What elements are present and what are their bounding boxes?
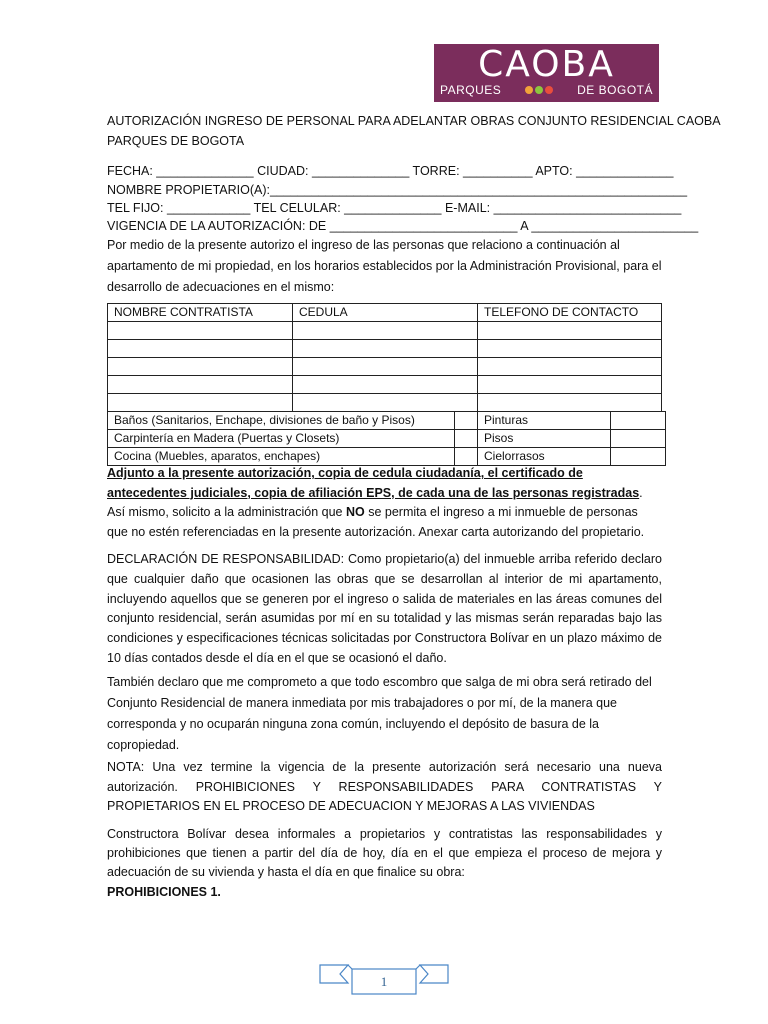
responsibility-declaration: DECLARACIÓN DE RESPONSABILIDAD: Como propietario(a) del inmueble arriba referido declaro que cualquier daño que ocasionen las obras que se desarrollan al interior de mi apartamento, incluyendo aquellos que se generen por el ingreso o salida de materiales en las áreas comunes del conjunto residencial, serán asumidas por mí en su totalidad y las mismas serán reparadas bajo las condiciones y especificaciones técnicas solicitadas por Constructora Bolívar en un plazo máximo de 10 días contados desde el día en el que se ocasionó el daño. xyxy=(107,552,662,665)
header-telefono: TELEFONO DE CONTACTO xyxy=(478,304,662,322)
prohibitions-heading: PROHIBICIONES 1. xyxy=(107,885,221,899)
work-label: Pinturas xyxy=(478,412,611,430)
header-cedula: CEDULA xyxy=(293,304,478,322)
work-checkbox[interactable] xyxy=(611,448,666,466)
header-nombre: NOMBRE CONTRATISTA xyxy=(108,304,293,322)
note-paragraph: NOTA: Una vez termine la vigencia de la presente autorización será necesario una nueva autorización. PROHIBICIONES Y RESPONSABILIDADES PARA CONTRATISTAS Y PROPIETARIOS EN EL PROCESO DE ADECUACION Y MEJORAS A LAS VIVIENDAS xyxy=(107,760,662,813)
table-cell[interactable] xyxy=(108,358,293,376)
table-row xyxy=(108,430,666,448)
work-label: Cielorrasos xyxy=(478,448,611,466)
work-checkbox[interactable] xyxy=(611,430,666,448)
form-line-fecha: FECHA: ______________ CIUDAD: ______________ TORRE: __________ APTO: ______________ xyxy=(107,164,674,178)
table-row xyxy=(108,412,666,430)
page-number: 1 xyxy=(380,974,388,989)
work-label: Carpintería en Madera (Puertas y Closets) xyxy=(108,430,455,448)
table-row xyxy=(108,358,662,376)
attachment-requirements: Adjunto a la presente autorización, copia de cedula ciudadanía, el certificado de antecedentes judiciales, copia de afiliación EPS, de cada una de las personas registradas xyxy=(107,466,640,500)
debris-paragraph: También declaro que me comprometo a que todo escombro que salga de mi obra será retirado del Conjunto Residencial de manera inmediata por mis trabajadores o por mí, de la manera que corresponda y no ocuparán ninguna zona común, incluyendo el depósito de basura de la copropiedad. xyxy=(107,675,652,752)
works-table xyxy=(107,411,666,466)
table-row xyxy=(108,340,662,358)
logo-right-text: DE BOGOTÁ xyxy=(577,83,653,97)
attachment-paragraph xyxy=(107,464,662,542)
form-line-vigencia: VIGENCIA DE LA AUTORIZACIÓN: DE ___________________________ A ________________________ xyxy=(107,219,699,233)
logo-subtitle xyxy=(440,82,653,98)
work-label: Pisos xyxy=(478,430,611,448)
tree-icon xyxy=(535,86,543,94)
table-cell[interactable] xyxy=(478,376,662,394)
table-cell[interactable] xyxy=(478,322,662,340)
intro-paragraph: Por medio de la presente autorizo el ingreso de las personas que relaciono a continuación al apartamento de mi propiedad, en los horarios establecidos por la Administración Provisional, para el desarrollo de adecuaciones en el mismo: xyxy=(107,238,662,294)
logo-main-text: CAOBA xyxy=(478,44,615,85)
table-cell[interactable] xyxy=(478,394,662,412)
attachment-text-1: . Así mismo, solicito a la administración que xyxy=(107,485,643,519)
table-cell[interactable] xyxy=(293,358,478,376)
table-row xyxy=(108,322,662,340)
table-cell[interactable] xyxy=(108,394,293,412)
table-cell[interactable] xyxy=(108,340,293,358)
table-row xyxy=(108,376,662,394)
logo-left-text: PARQUES xyxy=(440,83,502,97)
document-title-line1: AUTORIZACIÓN INGRESO DE PERSONAL PARA ADELANTAR OBRAS CONJUNTO RESIDENCIAL CAOBA xyxy=(107,114,721,128)
table-row xyxy=(108,394,662,412)
table-header-row xyxy=(108,304,662,322)
tree-icon xyxy=(545,86,553,94)
table-cell[interactable] xyxy=(478,340,662,358)
attachment-no: NO xyxy=(345,505,365,519)
work-checkbox[interactable] xyxy=(455,430,478,448)
table-cell[interactable] xyxy=(293,394,478,412)
work-checkbox[interactable] xyxy=(611,412,666,430)
document-title-line2: PARQUES DE BOGOTA xyxy=(107,134,245,148)
table-cell[interactable] xyxy=(108,322,293,340)
caoba-logo xyxy=(434,44,659,102)
table-cell[interactable] xyxy=(293,340,478,358)
attachment-text-2: se permita el ingreso a mi inmueble de personas que no estén referenciadas en la presente autorización. Anexar carta autorizando del propietario. xyxy=(107,505,645,539)
constructora-paragraph: Constructora Bolívar desea informales a propietarios y contratistas las responsabilidades y prohibiciones que tienen a partir del día de hoy, día en el que empieza el proceso de mejora y adecuación de su vivienda y hasta el día en que finalice su obra: xyxy=(107,827,662,879)
work-checkbox[interactable] xyxy=(455,448,478,466)
table-cell[interactable] xyxy=(293,322,478,340)
tree-icon xyxy=(525,86,533,94)
form-line-propietario: NOMBRE PROPIETARIO(A):____________________________________________________________ xyxy=(107,183,688,197)
form-line-telefonos: TEL FIJO: ____________ TEL CELULAR: ______________ E-MAIL: ___________________________ xyxy=(107,201,682,215)
table-cell[interactable] xyxy=(478,358,662,376)
contractors-table xyxy=(107,303,662,412)
table-cell[interactable] xyxy=(293,376,478,394)
table-cell[interactable] xyxy=(108,376,293,394)
tree-icons xyxy=(525,86,553,94)
work-label: Baños (Sanitarios, Enchape, divisiones de baño y Pisos) xyxy=(108,412,455,430)
work-checkbox[interactable] xyxy=(455,412,478,430)
table-row xyxy=(108,448,666,466)
work-label: Cocina (Muebles, aparatos, enchapes) xyxy=(108,448,455,466)
